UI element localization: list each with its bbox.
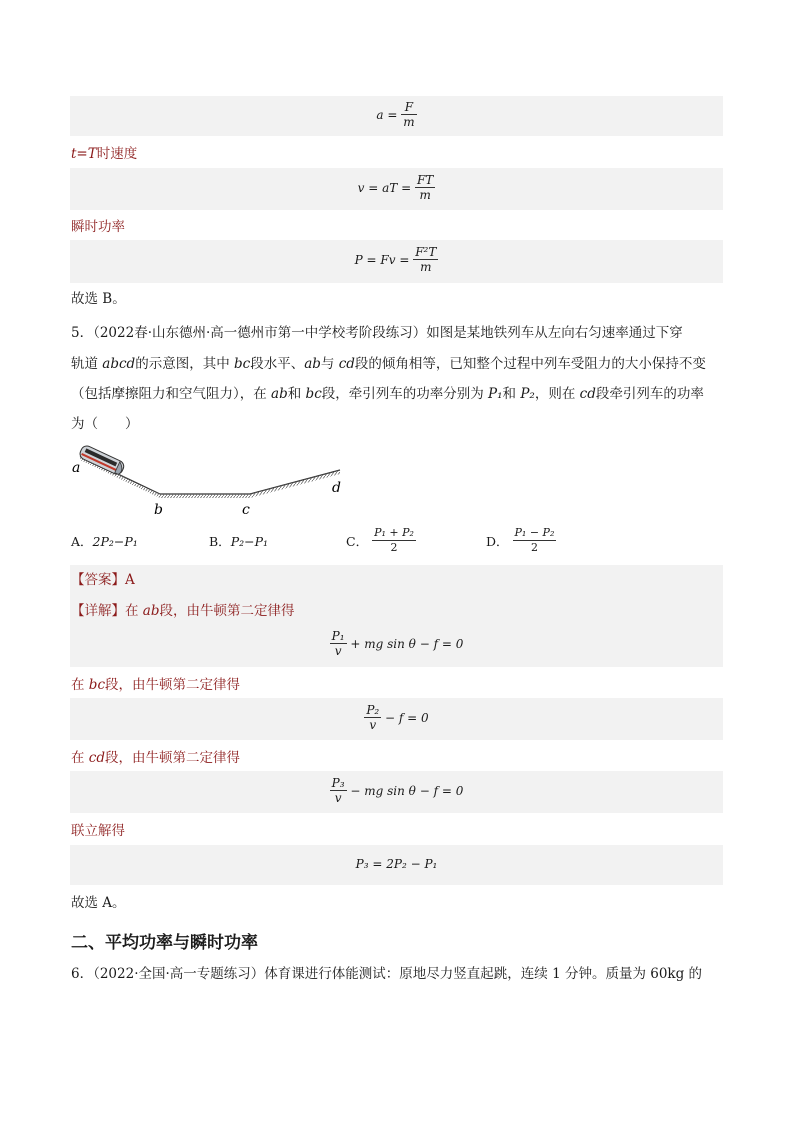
formula-rest: − f = 0 <box>385 710 429 725</box>
var-bc: bc <box>88 677 105 693</box>
answer-box <box>70 565 723 595</box>
fraction-numerator: P₂ <box>366 703 380 717</box>
detail-line2 <box>71 675 240 695</box>
text: 段，牵引列车的功率分别为 <box>321 386 489 402</box>
text: 段，由牛顿第二定律得 <box>159 603 295 619</box>
formula-lhs: a = <box>376 107 398 122</box>
detail-box <box>70 595 723 667</box>
answer-line <box>71 570 135 590</box>
formula-lhs: P = Fv = <box>354 252 410 267</box>
option-d[interactable] <box>486 526 556 555</box>
option-text: 2P₂−P₁ <box>92 534 138 549</box>
var-abcd: abcd <box>102 356 136 372</box>
detail-line4: 联立解得 <box>71 823 125 839</box>
fraction-denominator: v <box>369 718 377 732</box>
option-text: P₂−P₁ <box>230 534 269 549</box>
text: 和 <box>502 386 521 402</box>
var-cd: cd <box>579 386 596 402</box>
fraction-denominator: v <box>334 644 342 658</box>
option-b[interactable] <box>209 532 268 550</box>
var-ab: ab <box>304 356 321 372</box>
q5-line1: 5．（2022春·山东德州·高一德州市第一中学校考阶段练习）如图是某地铁列车从左向右匀速率通过下穿 <box>71 325 683 341</box>
fraction-numerator: P₁ + P₂ <box>374 526 414 539</box>
text: 和 <box>287 386 306 402</box>
option-label: D． <box>486 533 509 549</box>
point-label-b: b <box>154 502 163 518</box>
fraction-denominator: 2 <box>390 541 398 554</box>
point-label-d: d <box>332 480 341 496</box>
label-speed <box>71 144 137 164</box>
text: 轨道 <box>71 356 103 372</box>
fraction-numerator: P₁ − P₂ <box>514 526 555 539</box>
text: 在 <box>71 677 89 693</box>
label-power: 瞬时功率 <box>71 219 125 235</box>
choose-b: 故选 B。 <box>71 291 126 307</box>
choose-a: 故选 A。 <box>71 895 126 911</box>
section-heading: 二、平均功率与瞬时功率 <box>71 933 258 953</box>
formula-fraction <box>364 703 381 732</box>
label-speed-var: t=T <box>71 146 97 162</box>
formula-box-power <box>70 240 723 283</box>
option-label: A． <box>71 534 93 549</box>
text: 在 <box>71 750 89 766</box>
fraction-numerator: F <box>401 100 416 115</box>
option-fraction <box>372 526 416 555</box>
text: ，则在 <box>534 386 580 402</box>
formula-fraction <box>330 629 347 658</box>
answer-tag: 【答案】 <box>71 572 125 588</box>
q5-line2 <box>71 354 706 374</box>
detail-line1 <box>71 601 295 621</box>
var-bc: bc <box>305 386 322 402</box>
var-cd: cd <box>88 750 105 766</box>
text: 段，由牛顿第二定律得 <box>105 677 240 693</box>
fraction-numerator: F²T <box>415 245 437 259</box>
fraction-numerator: FT <box>416 173 434 187</box>
fraction-denominator: 2 <box>530 541 538 554</box>
detail-tag: 【详解】 <box>71 603 125 619</box>
result-equation: P₃ = 2P₂ − P₁ <box>355 857 438 871</box>
formula-lhs: v = aT = <box>357 180 412 195</box>
fraction-denominator: v <box>334 791 342 805</box>
option-label: B． <box>209 534 231 549</box>
option-a[interactable] <box>71 532 138 550</box>
formula-box-result <box>70 845 723 885</box>
q5-line3 <box>71 384 704 404</box>
formula-box-cd <box>70 771 723 813</box>
label-speed-text: 时速度 <box>96 146 138 162</box>
var-p2: P₂ <box>520 386 535 402</box>
option-c[interactable] <box>346 526 416 555</box>
var-cd: cd <box>338 356 355 372</box>
equation-ab <box>70 629 723 658</box>
formula-fraction <box>413 245 438 274</box>
fraction-denominator: m <box>403 115 415 129</box>
var-p1: P₁ <box>488 386 503 402</box>
formula-rest: + mg sin θ − f = 0 <box>350 636 464 651</box>
point-label-a: a <box>72 460 81 476</box>
detail-line3 <box>71 748 240 768</box>
track-segment-cd <box>250 470 340 498</box>
formula-rest: − mg sin θ − f = 0 <box>350 783 464 798</box>
text: 在 <box>125 603 143 619</box>
track-segment-bc <box>160 494 250 498</box>
q6-line1: 6．（2022·全国·高一专题练习）体育课进行体能测试：原地尽力竖直起跳，连续 1 分钟。质量为 60kg 的 <box>71 966 703 982</box>
text: 段，由牛顿第二定律得 <box>105 750 240 766</box>
track-figure <box>70 440 350 520</box>
var-ab: ab <box>142 603 160 619</box>
formula-fraction <box>415 173 435 202</box>
var-bc: bc <box>234 356 251 372</box>
answer-value: A <box>125 572 135 588</box>
q5-line4: 为（ ） <box>71 416 139 432</box>
text: （包括摩擦阻力和空气阻力），在 <box>71 386 272 402</box>
train-icon <box>78 444 126 476</box>
fraction-numerator: P₁ <box>331 629 345 643</box>
formula-fraction <box>330 776 347 805</box>
option-fraction <box>513 526 557 555</box>
text: 段牵引列车的功率 <box>595 386 704 402</box>
point-label-c: c <box>242 502 250 518</box>
formula-fraction <box>401 100 416 129</box>
fraction-numerator: P₃ <box>331 776 345 790</box>
option-label: C． <box>346 533 369 549</box>
formula-box-acceleration <box>70 96 723 136</box>
fraction-denominator: m <box>419 188 431 202</box>
var-ab: ab <box>271 386 288 402</box>
formula-box-velocity <box>70 168 723 210</box>
text: 与 <box>320 356 339 372</box>
fraction-denominator: m <box>420 260 432 274</box>
text: 段水平、 <box>250 356 305 372</box>
text: 段的倾角相等，已知整个过程中列车受阻力的大小保持不变 <box>354 356 706 372</box>
text: 的示意图，其中 <box>135 356 234 372</box>
formula-box-bc <box>70 698 723 740</box>
